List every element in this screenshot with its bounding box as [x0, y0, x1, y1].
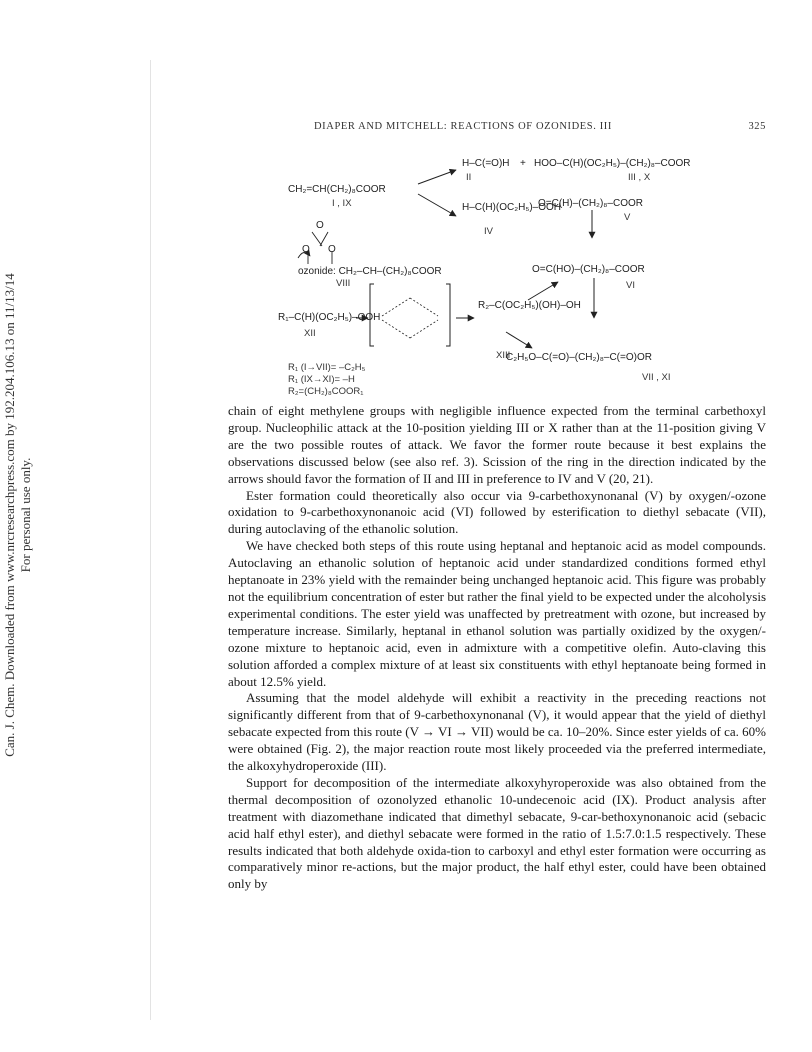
compound-IV: H–C(H)(OC₂H₅)–OOH [462, 202, 562, 213]
compound-VIII: ozonide: CH₂–CH–(CH₂)₈COOR [298, 266, 442, 277]
compound-II: H–C(=O)H [462, 158, 510, 169]
download-notice-line: Can. J. Chem. Downloaded from www.nrcresearchpress.com by 192.204.106.13 on 11/13/14 [2, 273, 17, 757]
arrow-to-IV [418, 194, 456, 216]
compound-III: HOO–C(H)(OC₂H₅)–(CH₂)₈–COOR [534, 158, 690, 169]
arrow-to-II [418, 170, 456, 184]
personal-use-line: For personal use only. [18, 457, 33, 573]
compound-XII: R₁–C(H)(OC₂H₅)–OOH [278, 312, 381, 323]
download-notice [2, 165, 46, 865]
svg-text:O: O [328, 244, 336, 255]
arrow-XIII-to-VII [506, 332, 532, 348]
label-VI: VI [626, 280, 635, 291]
paragraph: Ester formation could theoretically also occur via 9-carbethoxynonanal (V) by oxygen/-ozone oxidation to 9-carbethoxynonanoic acid (VI) followed by esterification to diethyl sebacate (VII), during autoclaving of the ethanolic solution. [228, 487, 766, 537]
arrow-XIII-to-VI [528, 282, 558, 300]
svg-text:O: O [302, 244, 310, 255]
paragraph: Assuming that the model aldehyde will exhibit a reactivity in the preceding reactions not significantly different from that of 9-carbethoxynonanal (V), it would appear that the yield of diethyl sebacate expected from this route (V → VI → VII) would be ca. 10–20%. Since ester yields of ca. 60% were obtained (Fig. 2), the major reaction route most likely proceeded via the preferred intermediate, the alkoxyhydroperoxide (III). [228, 690, 766, 774]
label-VII-XI: VII , XI [642, 372, 671, 383]
compound-I: CH₂=CH(CH₂)₈COOR [288, 184, 386, 195]
label-VIII: VIII [336, 278, 351, 289]
label-XIII: XIII [496, 350, 511, 361]
label-III-X: III , X [628, 172, 651, 183]
compound-XIII: R₂–C(OC₂H₅)(OH)–OH [478, 300, 581, 311]
label-XII: XII [304, 328, 316, 339]
ozonide-ring [298, 220, 336, 264]
reaction-scheme-drawing [270, 148, 690, 396]
legend-r2: R₂=(CH₂)₈COOR₁ [288, 386, 364, 396]
compound-VI: O=C(HO)–(CH₂)₈–COOR [532, 264, 645, 275]
legend-r1-ethyl: R₁ (I→VII)= –C₂H₅ [288, 362, 366, 373]
page-header [210, 121, 766, 137]
compound-VII: C₂H₅O–C(=O)–(CH₂)₈–C(=O)OR [506, 352, 652, 363]
plus-sign: + [520, 158, 526, 169]
label-II: II [466, 172, 472, 183]
legend-r1-hydrogen: R₁ (IX→XI)= –H [288, 374, 355, 385]
svg-text:O: O [316, 220, 324, 231]
paragraph: We have checked both steps of this route using heptanal and heptanoic acid as model compounds. Autoclaving an ethanolic solution of heptanoic acid under standardized conditions formed ethyl heptanoate in 23% yield with the remainder being unchanged heptanoic acid. This figure was probably not the equilibrium concentration of ester but rather the final yield to be expected under the alcoholysis experimental conditions. The ester yield was unaffected by pretreatment with ozone, but increased by temperature increase. Similarly, heptanal in ethanol solution was partially oxidized by the oxygen/-ozone mixture to heptanoic acid, even in admixture with a competitive olefin. Auto-claving this solution afforded a complex mixture of at least six constituents with ethyl heptanoate being formed in about 12.5% yield. [228, 538, 766, 689]
transition-state-bracket [370, 284, 450, 346]
label-V: V [624, 212, 631, 223]
paragraph: Support for decomposition of the intermediate alkoxyhyroperoxide was also obtained from the thermal decomposition of ozonolyzed ethanolic 10-undecenoic acid (IX). Product analysis after treatment with diazomethane indicated that dimethyl sebacate, 9-car-bethoxynonanoic acid (sebacic acid half ethyl ester), and diethyl sebacate were formed in the ratio of 1.5:7.0:1.5 respectively. These results indicated that both aldehyde oxida-tion to carboxyl and ethyl ester formation were occurring as comparatively minor re-actions, but the major product, the half ethyl ester, could have been obtained only by [228, 774, 766, 892]
margin-line [150, 60, 151, 1020]
page-number: 325 [748, 121, 766, 132]
body-text [228, 403, 766, 893]
paragraph: chain of eight methylene groups with negligible influence expected from the terminal carbethoxyl group. Nucleophilic attack at the 10-position yielding III or X rather than at the 11-position giving V are the two possible routes of attack. We favor the former route because it best explains the observations discussed below (see also ref. 3). Scission of the ring in the direction indicated by the arrows should favor the formation of II and III in preference to IV and V (20, 21). [228, 403, 766, 486]
compound-V: O=C(H)–(CH₂)₈–COOR [538, 198, 643, 209]
label-I-IX: I , IX [332, 198, 352, 209]
reaction-scheme [270, 148, 690, 396]
running-title: DIAPER AND MITCHELL: REACTIONS OF OZONIDES. III [314, 121, 612, 132]
label-IV: IV [484, 226, 493, 237]
